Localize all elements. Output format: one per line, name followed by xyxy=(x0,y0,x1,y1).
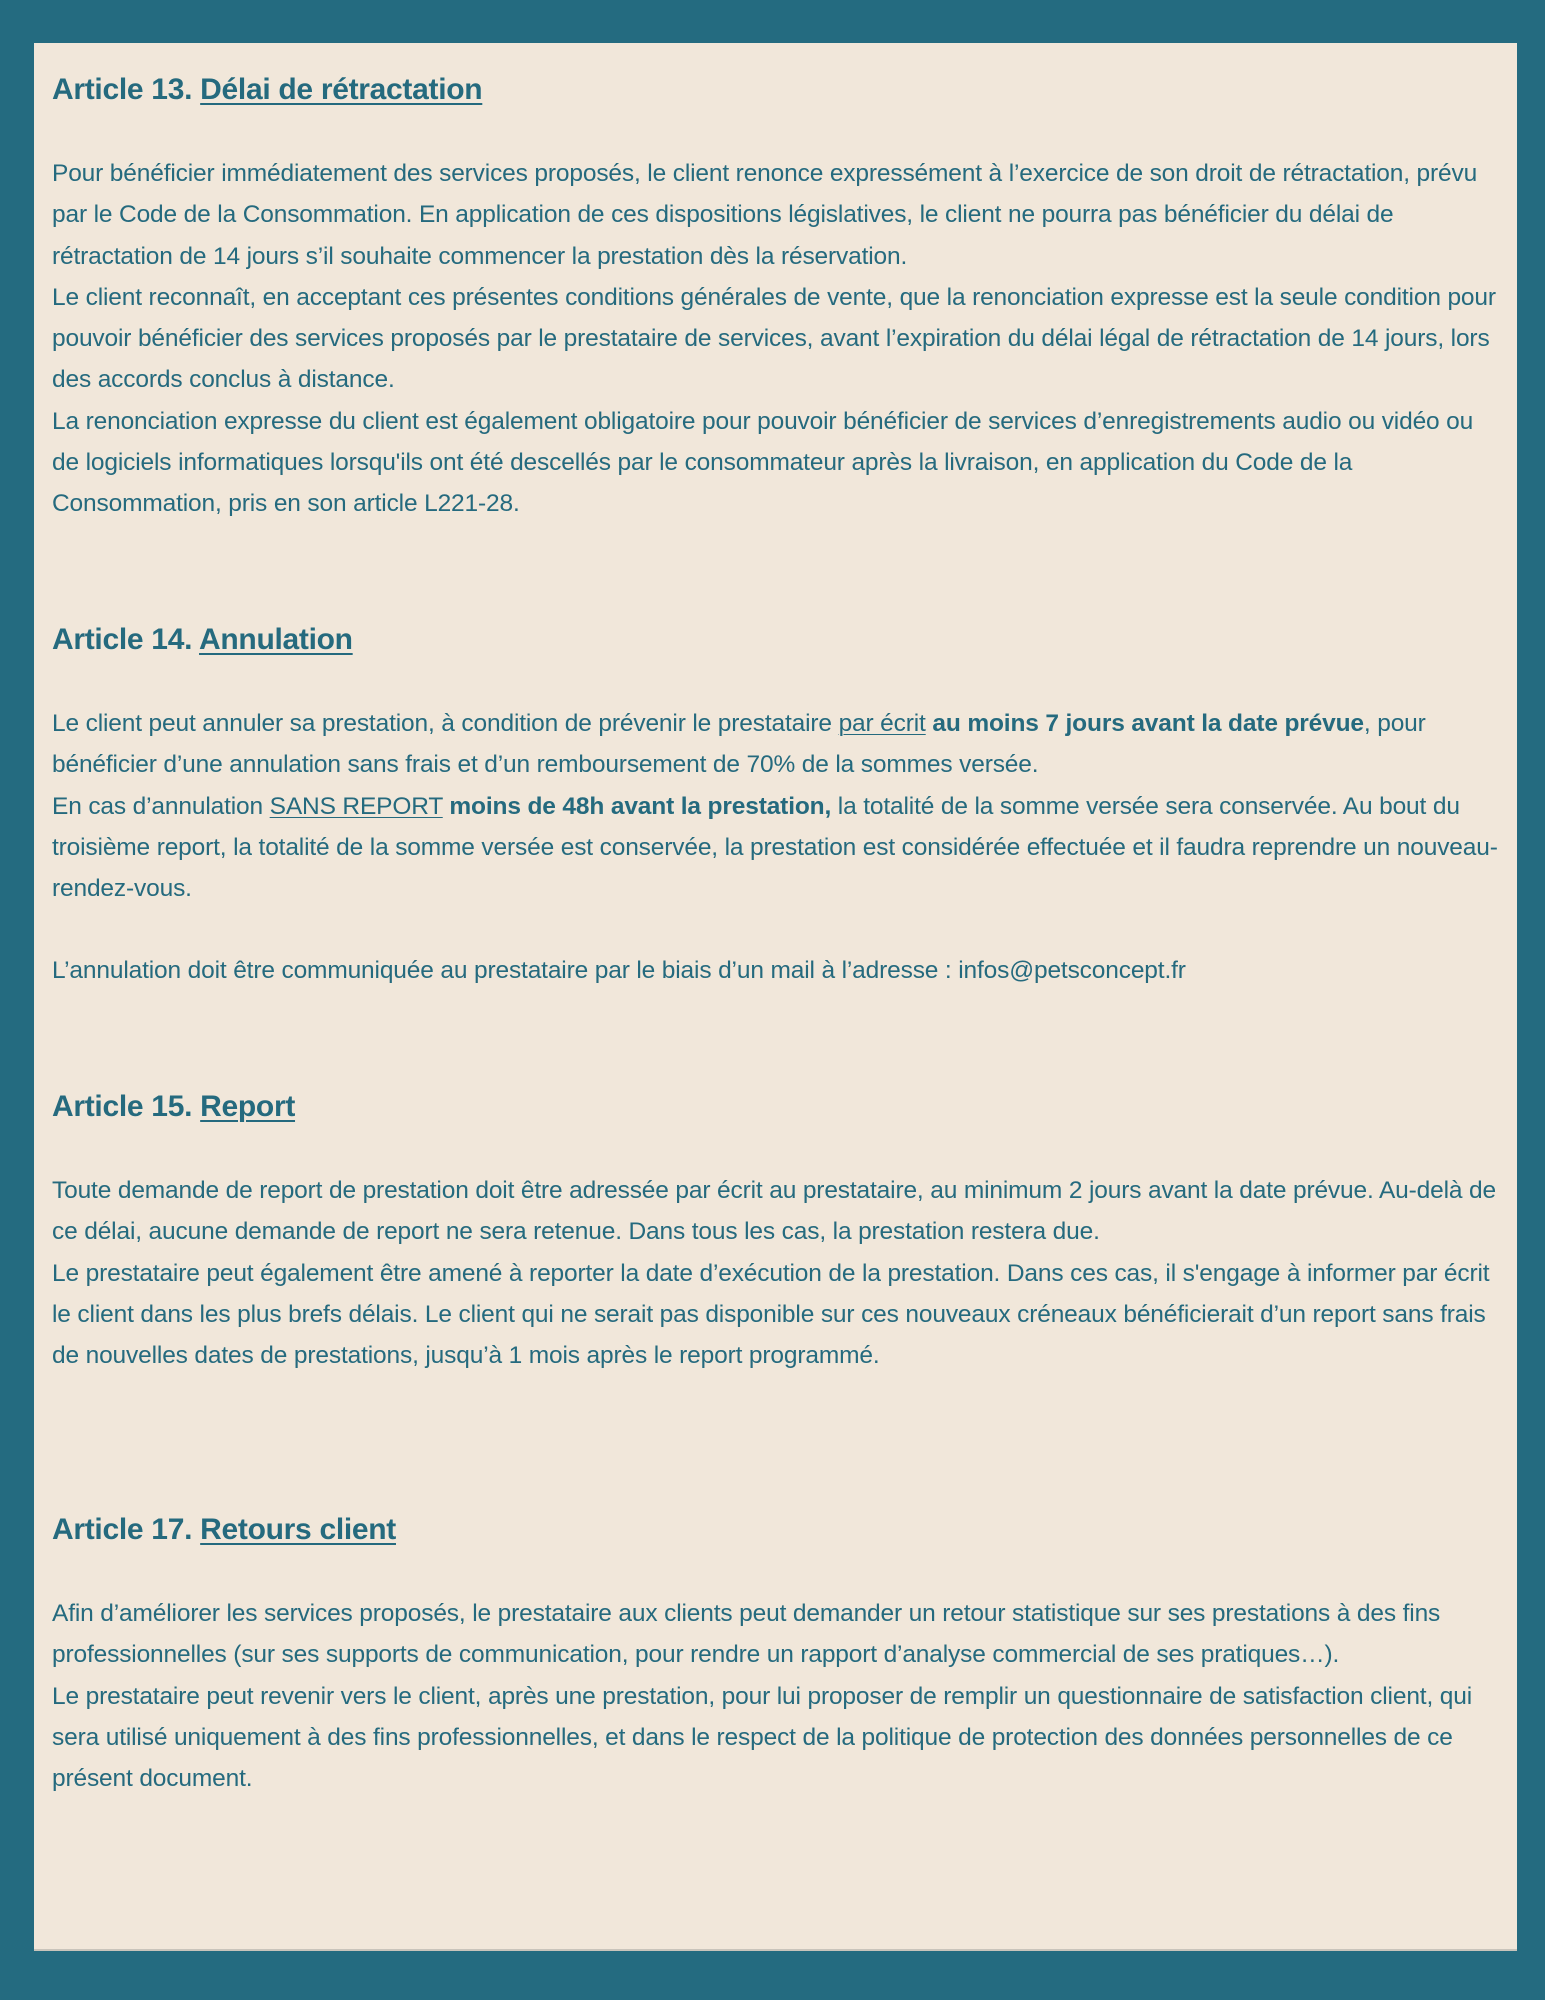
article-body xyxy=(52,153,1499,525)
article-heading xyxy=(52,1513,1499,1547)
text: Le client peut annuler sa prestation, à condition de prévenir le prestataire xyxy=(52,710,839,737)
article-14 xyxy=(52,623,1499,992)
article-body xyxy=(52,1170,1499,1376)
article-body xyxy=(52,703,1499,992)
article-title: Annulation xyxy=(199,623,353,656)
article-number: Article 15. xyxy=(52,1090,193,1123)
text: En cas d’annulation xyxy=(52,792,270,820)
article-15 xyxy=(52,1090,1499,1376)
paragraph: Pour bénéficier immédiatement des services proposés, le client renonce expressément à l’exercice de son droit de rétractation, prévu par le Code de la Consommation. En application de ces dispositions législatives, le client ne pourra pas bénéficier du délai de rétractation de 14 jours s’il souhaite commencer la prestation dès la réservation. xyxy=(52,160,1478,270)
paragraph: Toute demande de report de prestation doit être adressée par écrit au prestataire, au minimum 2 jours avant la date prévue. Au-delà de ce délai, aucune demande de report ne sera retenue. Dans tous les cas, la prestation restera due. xyxy=(52,1177,1496,1246)
underlined-text: par écrit xyxy=(838,710,926,737)
article-17 xyxy=(52,1513,1499,1799)
paragraph: Le prestataire peut revenir vers le client, après une prestation, pour lui proposer de remplir un questionnaire de satisfaction client, qui sera utilisé uniquement à des fins professionnelles, et dans le respect de la politique de protection des données personnelles de ce présent document. xyxy=(52,1682,1473,1793)
article-title: Retours client xyxy=(200,1513,396,1546)
article-heading xyxy=(52,1090,1499,1124)
email-link[interactable]: infos@petsconcept.fr xyxy=(958,957,1186,985)
paragraph: Afin d’améliorer les services proposés, le prestataire aux clients peut demander un retour statistique sur ses prestations à des fins professionnelles (sur ses supports de communication, pour rendre un rapport d’analyse commercial de ses pratiques…). xyxy=(52,1600,1441,1669)
paragraph: Le client reconnaît, en acceptant ces présentes conditions générales de vente, que la renonciation expresse est la seule condition pour pouvoir bénéficier des services proposés par le prestataire de services, avant l’expiration du délai légal de rétractation de 14 jours, lors des accords conclus à distance. xyxy=(52,283,1496,394)
paragraph xyxy=(52,950,1499,991)
bold-text: au moins 7 jours avant la date prévue xyxy=(932,710,1364,737)
underlined-text: SANS REPORT xyxy=(269,792,443,820)
document-panel xyxy=(34,43,1517,1951)
text: L’annulation doit être communiquée au prestataire par le biais d’un mail à l’adresse : xyxy=(52,957,959,985)
article-number: Article 14. xyxy=(52,623,193,656)
article-title: Report xyxy=(200,1090,296,1123)
text: la totalité de la somme versée sera conservée. Au bout du troisième report, la totalité de la somme versée est conservée, la prestation est considérée effectuée et il faudra reprendre un nouveau-rendez-vous. xyxy=(52,792,1498,903)
article-13 xyxy=(52,73,1499,525)
article-number: Article 17. xyxy=(52,1513,193,1546)
bold-text: moins de 48h avant la prestation, xyxy=(449,792,832,820)
article-number: Article 13. xyxy=(52,73,193,106)
paragraph xyxy=(52,703,1499,909)
article-body xyxy=(52,1593,1499,1799)
text: , pour bénéficier d’une annulation sans frais et d’un remboursement de 70% de la sommes versée. xyxy=(52,710,1426,779)
paragraph: La renonciation expresse du client est également obligatoire pour pouvoir bénéficier de services d’enregistrements audio ou vidéo ou de logiciels informatiques lorsqu'ils ont été descellés par le consommateur après la livraison, en application du Code de la Consommation, pris en son article L221-28. xyxy=(52,407,1474,518)
article-heading xyxy=(52,623,1499,657)
article-title: Délai de rétractation xyxy=(200,73,483,106)
article-heading xyxy=(52,73,1499,107)
paragraph: Le prestataire peut également être amené à reporter la date d’exécution de la prestation. Dans ces cas, il s'engage à informer par écrit le client dans les plus brefs délais. Le client qui ne serait pas disponible sur ces nouveaux créneaux bénéficierait d’un report sans frais de nouvelles dates de prestations, jusqu’à 1 mois après le report programmé. xyxy=(52,1259,1490,1370)
